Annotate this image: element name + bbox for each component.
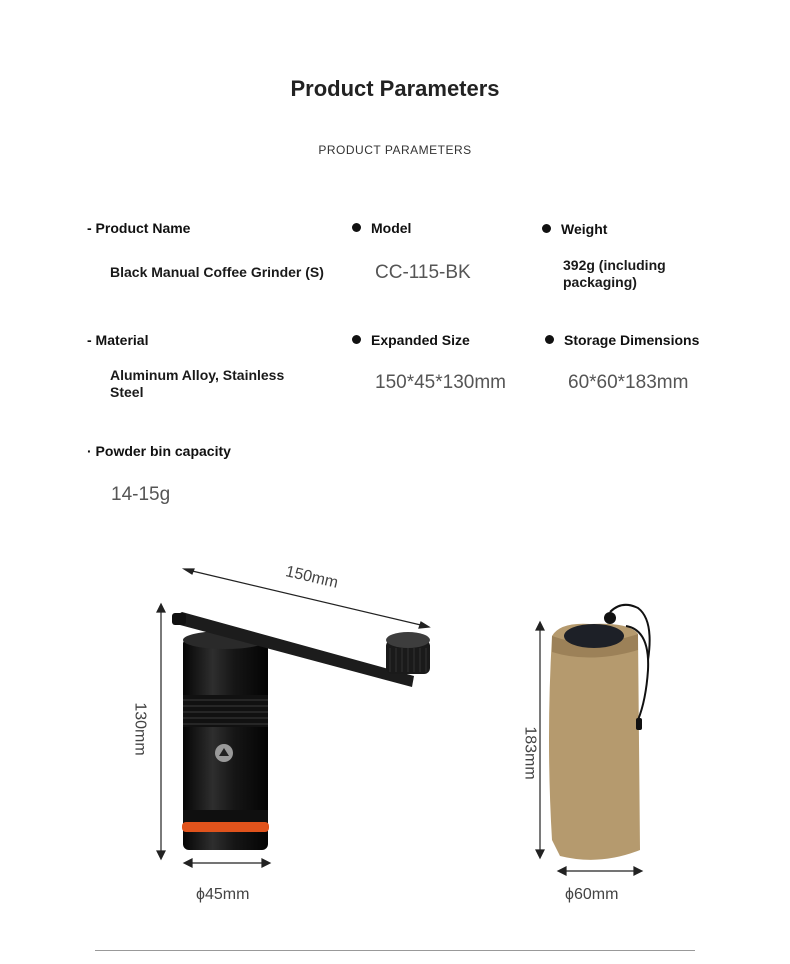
expanded-size-label-row bbox=[352, 332, 470, 348]
storage-dimensions-label: Storage Dimensions bbox=[564, 332, 700, 348]
storage-bag-illustration bbox=[530, 600, 670, 880]
product-name-label: - Product Name bbox=[87, 220, 191, 236]
canvas-bag bbox=[549, 605, 650, 860]
bullet-icon bbox=[352, 335, 361, 344]
model-value: CC-115-BK bbox=[375, 262, 471, 283]
material-label: - Material bbox=[87, 332, 149, 348]
bag-diameter-dimension-arrow bbox=[558, 867, 642, 875]
powder-bin-value: 14-15g bbox=[111, 484, 171, 505]
material-value-line1: Aluminum Alloy, Stainless bbox=[110, 367, 285, 383]
grinder-height-label: 130mm bbox=[131, 702, 149, 756]
expanded-size-label: Expanded Size bbox=[371, 332, 470, 348]
bullet-icon bbox=[545, 335, 554, 344]
grinder-illustration bbox=[120, 560, 440, 870]
weight-label-row bbox=[542, 221, 607, 237]
material-value-line2: Steel bbox=[110, 384, 144, 400]
height-dimension-arrow bbox=[157, 604, 165, 859]
bag-diameter-label: ϕ60mm bbox=[565, 886, 619, 903]
weight-value-line1: 392g (including bbox=[563, 257, 666, 273]
bottom-divider bbox=[95, 950, 695, 951]
page-subtitle: PRODUCT PARAMETERS bbox=[318, 143, 472, 157]
bag-height-label: 183mm bbox=[521, 726, 539, 780]
weight-value bbox=[563, 257, 666, 291]
product-name-value: Black Manual Coffee Grinder (S) bbox=[110, 264, 324, 280]
material-value bbox=[110, 367, 284, 401]
bullet-icon bbox=[542, 224, 551, 233]
weight-label: Weight bbox=[561, 221, 608, 237]
page-title: Product Parameters bbox=[290, 76, 500, 101]
weight-value-line2: packaging) bbox=[563, 274, 637, 290]
bullet-icon bbox=[352, 223, 361, 232]
grinder-body bbox=[182, 631, 269, 850]
model-label: Model bbox=[371, 220, 412, 236]
powder-bin-label: · Powder bin capacity bbox=[87, 443, 231, 459]
model-label-row bbox=[352, 220, 411, 236]
expanded-size-value: 150*45*130mm bbox=[375, 372, 506, 393]
storage-dimensions-value: 60*60*183mm bbox=[568, 372, 689, 393]
grinder-diameter-label: ϕ45mm bbox=[196, 886, 250, 903]
storage-dimensions-label-row bbox=[545, 332, 699, 348]
grinder-width-label: 150mm bbox=[283, 563, 340, 592]
diameter-dimension-arrow bbox=[184, 859, 270, 867]
